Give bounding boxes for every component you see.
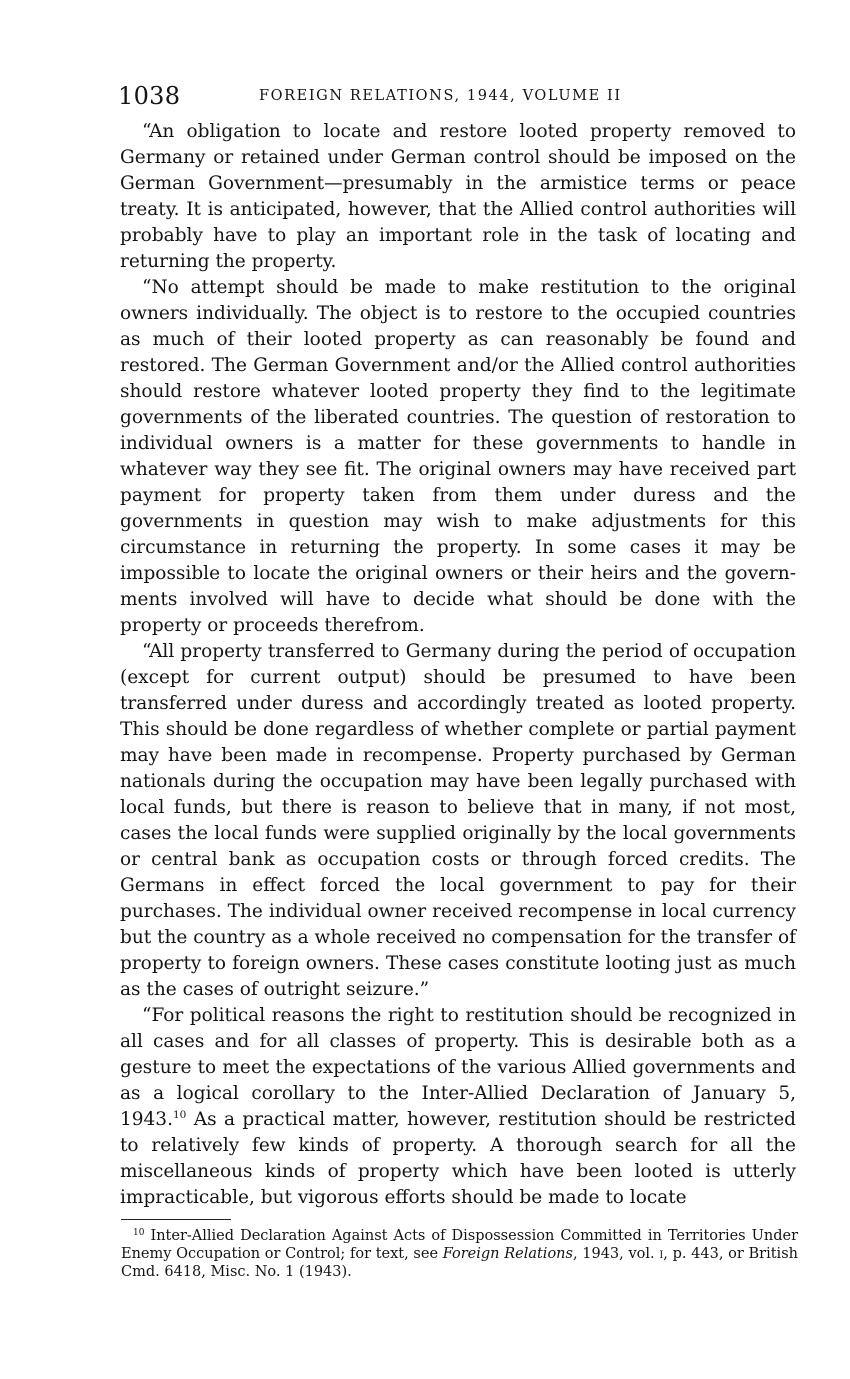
- paragraph-text: “For political reasons the right to restitution should be recognized in all cases and for all classes of property. This is desirable both as a gesture to meet the expectations of the various Allied governments and as a logical corollary to the Inter-Allied Declaration of January 5, 1943.: [120, 1005, 796, 1130]
- paragraph: [120, 1003, 796, 1211]
- footnote-citation-title: Foreign Relations: [442, 1246, 573, 1262]
- paragraph: “No attempt should be made to make restitution to the original owners individually. The object is to restore to the occupied countries as much of their looted property as can reasonably be found and restored. The German Government and/or the Allied control authorities should restore whatever looted property they find to the legitimate governments of the liberated countries. The question of restoration to individual owners is a matter for these governments to handle in whatever way they see fit. The original owners may have received part payment for property taken from them under duress and the governments in question may wish to make adjustments for this circumstance in returning the property. In some cases it may be impossible to locate the original owners or their heirs and the governments involved will have to decide what should be done with the property or proceeds therefrom.: [120, 277, 796, 636]
- running-head: FOREIGN RELATIONS, 1944, VOLUME II: [259, 88, 622, 104]
- footnote: [121, 1227, 798, 1281]
- footnote-divider: [121, 1219, 231, 1220]
- paragraph: “All property transferred to Germany during the period of occupation (except for current output) should be presumed to have been transferred under duress and accordingly treated as looted property. This should be done regardless of whether complete or partial payment may have been made in recompense. Property purchased by German nationals during the occupation may have been legally purchased with local funds, but there is reason to believe that in many, if not most, cases the local funds were supplied originally by the local governments or central bank as occupation costs or through forced credits. The Germans in effect forced the local government to pay for their purchases. The individual owner received recompense in local currency but the country as a whole received no compensation for the transfer of property to foreign owners. These cases constitute looting just as much as the cases of outright seizure.”: [120, 641, 796, 1000]
- footnote-volume-numeral: i: [659, 1246, 664, 1262]
- footnote-number: 10: [133, 1228, 145, 1238]
- footnote-text: Inter-Allied Declaration Against Acts of Dispossession Committed in Territories Under Enemy Occupation or Control; for text, see: [121, 1228, 798, 1262]
- page-header: [118, 80, 798, 112]
- page-number: 1038: [118, 82, 181, 110]
- footnote-reference[interactable]: 10: [172, 1109, 187, 1121]
- body-text: [120, 119, 796, 1211]
- paragraph: “An obligation to locate and restore looted property removed to Germany or retained under German control should be imposed on the German Government—presumably in the armistice terms or peace treaty. It is anticipated, however, that the Allied control authorities will probably have to play an important role in the task of locating and returning the property.: [120, 121, 796, 272]
- footnote-text: , 1943, vol.: [572, 1246, 660, 1262]
- paragraph-text: As a practical matter, however, restitution should be restricted to relatively few kinds of property. A thorough search for all the miscellaneous kinds of property which have been looted is utterly impracticable, but vigorous efforts should be made to locate: [120, 1109, 796, 1208]
- footnote-text: , p. 443, or British Cmd. 6418, Misc. No. 1 (1943).: [121, 1246, 798, 1280]
